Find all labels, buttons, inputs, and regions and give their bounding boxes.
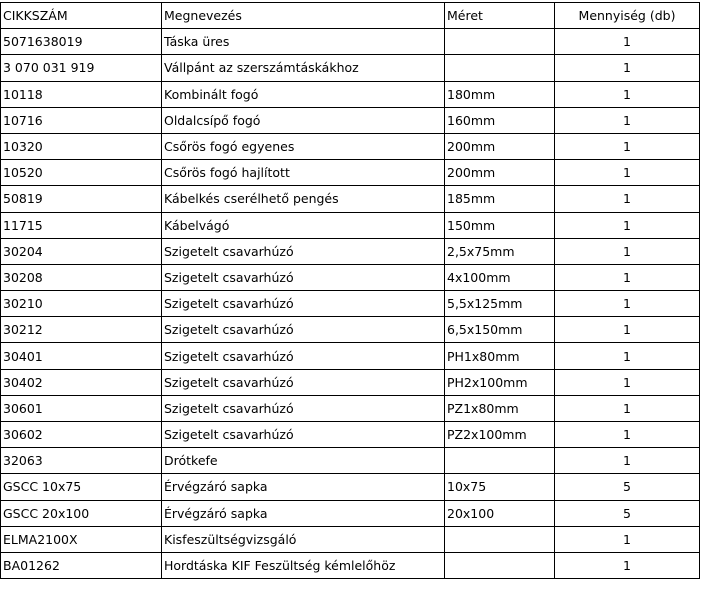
cell-quantity: 1 (555, 160, 700, 186)
cell-quantity: 1 (555, 264, 700, 290)
cell-size: PZ1x80mm (445, 395, 555, 421)
cell-name: Kisfeszültségvizsgáló (162, 526, 445, 552)
cell-quantity: 1 (555, 369, 700, 395)
cell-size: PH2x100mm (445, 369, 555, 395)
cell-code: 11715 (1, 212, 162, 238)
table-row (1, 81, 700, 107)
cell-quantity: 1 (555, 526, 700, 552)
cell-size: 150mm (445, 212, 555, 238)
cell-size: 10x75 (445, 474, 555, 500)
cell-code: 30601 (1, 395, 162, 421)
cell-name: Szigetelt csavarhúzó (162, 238, 445, 264)
table-row (1, 133, 700, 159)
cell-size (445, 526, 555, 552)
table-row (1, 55, 700, 81)
cell-name: Szigetelt csavarhúzó (162, 343, 445, 369)
tool-list-table (0, 2, 700, 579)
table-row (1, 448, 700, 474)
table-row (1, 238, 700, 264)
table-row (1, 317, 700, 343)
cell-name: Kombinált fogó (162, 81, 445, 107)
cell-quantity: 1 (555, 186, 700, 212)
table-header-row (1, 3, 700, 29)
cell-name: Vállpánt az szerszámtáskákhoz (162, 55, 445, 81)
cell-code: 10320 (1, 133, 162, 159)
cell-size (445, 448, 555, 474)
cell-size: 5,5x125mm (445, 291, 555, 317)
cell-name: Szigetelt csavarhúzó (162, 369, 445, 395)
cell-size: PH1x80mm (445, 343, 555, 369)
cell-code: ELMA2100X (1, 526, 162, 552)
cell-quantity: 1 (555, 291, 700, 317)
table-row (1, 422, 700, 448)
cell-size: 200mm (445, 160, 555, 186)
table-row (1, 526, 700, 552)
cell-size: 20x100 (445, 500, 555, 526)
cell-code: 10520 (1, 160, 162, 186)
cell-name: Drótkefe (162, 448, 445, 474)
table-row (1, 264, 700, 290)
cell-quantity: 1 (555, 422, 700, 448)
cell-name: Szigetelt csavarhúzó (162, 422, 445, 448)
table-row (1, 395, 700, 421)
cell-size: 200mm (445, 133, 555, 159)
cell-name: Szigetelt csavarhúzó (162, 291, 445, 317)
cell-code: 5071638019 (1, 29, 162, 55)
cell-code: 3 070 031 919 (1, 55, 162, 81)
table-row (1, 369, 700, 395)
cell-code: 30401 (1, 343, 162, 369)
cell-name: Oldalcsípő fogó (162, 107, 445, 133)
cell-code: 50819 (1, 186, 162, 212)
header-size: Méret (445, 3, 555, 29)
cell-code: 10118 (1, 81, 162, 107)
cell-code: 30402 (1, 369, 162, 395)
table-row (1, 29, 700, 55)
cell-size: 4x100mm (445, 264, 555, 290)
table-row (1, 343, 700, 369)
cell-code: BA01262 (1, 552, 162, 578)
header-code: CIKKSZÁM (1, 3, 162, 29)
table-row (1, 500, 700, 526)
table-row (1, 107, 700, 133)
cell-name: Táska üres (162, 29, 445, 55)
cell-quantity: 1 (555, 395, 700, 421)
cell-name: Hordtáska KIF Feszültség kémlelőhöz (162, 552, 445, 578)
cell-quantity: 1 (555, 212, 700, 238)
cell-name: Érvégzáró sapka (162, 474, 445, 500)
cell-size (445, 29, 555, 55)
cell-quantity: 1 (555, 238, 700, 264)
cell-code: 30602 (1, 422, 162, 448)
cell-size: 185mm (445, 186, 555, 212)
cell-quantity: 1 (555, 55, 700, 81)
cell-name: Csőrös fogó hajlított (162, 160, 445, 186)
cell-size: 180mm (445, 81, 555, 107)
cell-code: 32063 (1, 448, 162, 474)
cell-code: 30210 (1, 291, 162, 317)
cell-quantity: 1 (555, 133, 700, 159)
cell-size (445, 55, 555, 81)
cell-code: 30204 (1, 238, 162, 264)
cell-name: Szigetelt csavarhúzó (162, 317, 445, 343)
cell-code: GSCC 10x75 (1, 474, 162, 500)
cell-name: Érvégzáró sapka (162, 500, 445, 526)
cell-quantity: 5 (555, 500, 700, 526)
cell-quantity: 1 (555, 448, 700, 474)
cell-name: Szigetelt csavarhúzó (162, 264, 445, 290)
cell-quantity: 5 (555, 474, 700, 500)
table-row (1, 552, 700, 578)
cell-name: Csőrös fogó egyenes (162, 133, 445, 159)
cell-code: GSCC 20x100 (1, 500, 162, 526)
cell-quantity: 1 (555, 81, 700, 107)
header-name: Megnevezés (162, 3, 445, 29)
table-body (1, 29, 700, 579)
table-row (1, 474, 700, 500)
cell-code: 10716 (1, 107, 162, 133)
table-row (1, 160, 700, 186)
cell-size: 160mm (445, 107, 555, 133)
cell-quantity: 1 (555, 317, 700, 343)
cell-size (445, 552, 555, 578)
cell-name: Szigetelt csavarhúzó (162, 395, 445, 421)
cell-name: Kábelvágó (162, 212, 445, 238)
table-row (1, 291, 700, 317)
cell-quantity: 1 (555, 343, 700, 369)
table-row (1, 212, 700, 238)
cell-size: PZ2x100mm (445, 422, 555, 448)
cell-quantity: 1 (555, 29, 700, 55)
table-row (1, 186, 700, 212)
cell-code: 30208 (1, 264, 162, 290)
cell-code: 30212 (1, 317, 162, 343)
cell-quantity: 1 (555, 552, 700, 578)
cell-quantity: 1 (555, 107, 700, 133)
cell-name: Kábelkés cserélhető pengés (162, 186, 445, 212)
header-quantity: Mennyiség (db) (555, 3, 700, 29)
cell-size: 6,5x150mm (445, 317, 555, 343)
cell-size: 2,5x75mm (445, 238, 555, 264)
